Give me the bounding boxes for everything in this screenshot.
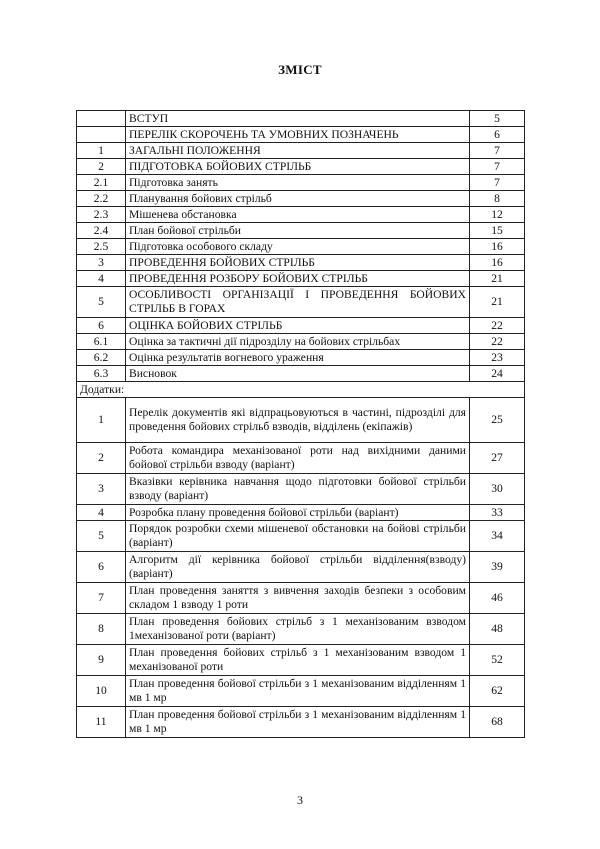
row-page: 62 — [470, 676, 525, 707]
row-page: 5 — [470, 111, 525, 127]
toc-row — [77, 143, 525, 159]
row-title: План бойової стрільби — [126, 223, 470, 239]
row-title: ОСОБЛИВОСТІ ОРГАНІЗАЦІЇ І ПРОВЕДЕННЯ БОЙОВИХ СТРІЛЬБ В ГОРАХ — [126, 287, 470, 318]
row-page: 15 — [470, 223, 525, 239]
row-page: 6 — [470, 127, 525, 143]
row-number: 10 — [77, 676, 126, 707]
row-number: 6 — [77, 318, 126, 334]
toc-row — [77, 159, 525, 175]
row-title: ПЕРЕЛІК СКОРОЧЕНЬ ТА УМОВНИХ ПОЗНАЧЕНЬ — [126, 127, 470, 143]
row-number: 2.4 — [77, 223, 126, 239]
row-number: 1 — [77, 143, 126, 159]
appendix-header-row — [77, 382, 525, 398]
row-page: 24 — [470, 366, 525, 382]
row-number: 4 — [77, 271, 126, 287]
row-number: 2 — [77, 159, 126, 175]
toc-row — [77, 707, 525, 738]
toc-row — [77, 207, 525, 223]
toc-row — [77, 614, 525, 645]
row-title: ЗАГАЛЬНІ ПОЛОЖЕННЯ — [126, 143, 470, 159]
row-title: Алгоритм дії керівника бойової стрільби відділення(взводу) (варіант) — [126, 552, 470, 583]
row-page: 7 — [470, 175, 525, 191]
row-title: План проведення бойових стрільб з 1 механізованим взводом 1 механізованої роти — [126, 645, 470, 676]
row-number: 6.2 — [77, 350, 126, 366]
row-title: Підготовка занять — [126, 175, 470, 191]
toc-row — [77, 127, 525, 143]
row-title: Порядок розробки схеми мішеневої обстановки на бойові стрільби (варіант) — [126, 521, 470, 552]
row-title: Мішенева обстановка — [126, 207, 470, 223]
toc-row — [77, 191, 525, 207]
row-title: Висновок — [126, 366, 470, 382]
row-title: Робота командира механізованої роти над вихідними даними бойової стрільби взводу (варіант) — [126, 443, 470, 474]
toc-row — [77, 474, 525, 505]
row-page: 12 — [470, 207, 525, 223]
row-page: 48 — [470, 614, 525, 645]
row-page: 34 — [470, 521, 525, 552]
toc-row — [77, 334, 525, 350]
row-number: 5 — [77, 521, 126, 552]
row-page: 7 — [470, 143, 525, 159]
row-number: 3 — [77, 255, 126, 271]
row-number: 1 — [77, 398, 126, 443]
toc-row — [77, 676, 525, 707]
row-number: 6 — [77, 552, 126, 583]
toc-row — [77, 175, 525, 191]
row-number: 9 — [77, 645, 126, 676]
row-page: 23 — [470, 350, 525, 366]
toc-row — [77, 521, 525, 552]
row-page: 52 — [470, 645, 525, 676]
page-title: ЗМІСТ — [278, 62, 322, 77]
row-page: 30 — [470, 474, 525, 505]
toc-row — [77, 239, 525, 255]
row-title: Планування бойових стрільб — [126, 191, 470, 207]
row-title: Оцінка за тактичні дії підрозділу на бойових стрільбах — [126, 334, 470, 350]
toc-row — [77, 505, 525, 521]
toc-row — [77, 583, 525, 614]
appendix-label: Додатки: — [77, 382, 525, 398]
row-title: Перелік документів які відпрацьовуються в частині, підрозділі для проведення бойових стрільб взводів, відділень (екіпажів) — [126, 398, 470, 443]
row-page: 8 — [470, 191, 525, 207]
row-page: 21 — [470, 271, 525, 287]
row-page: 21 — [470, 287, 525, 318]
toc-row — [77, 350, 525, 366]
row-page: 22 — [470, 318, 525, 334]
row-number: 5 — [77, 287, 126, 318]
row-page: 68 — [470, 707, 525, 738]
row-number: 2.3 — [77, 207, 126, 223]
row-number: 7 — [77, 583, 126, 614]
row-title: Оцінка результатів вогневого ураження — [126, 350, 470, 366]
toc-row — [77, 255, 525, 271]
row-page: 33 — [470, 505, 525, 521]
row-title: ПРОВЕДЕННЯ РОЗБОРУ БОЙОВИХ СТРІЛЬБ — [126, 271, 470, 287]
toc-row — [77, 271, 525, 287]
table-of-contents — [76, 110, 525, 738]
toc-row — [77, 111, 525, 127]
row-title: Підготовка особового складу — [126, 239, 470, 255]
row-title: Вказівки керівника навчання щодо підготовки бойової стрільби взводу (варіант) — [126, 474, 470, 505]
row-number: 2.1 — [77, 175, 126, 191]
row-number: 4 — [77, 505, 126, 521]
row-title: Розробка плану проведення бойової стрільби (варіант) — [126, 505, 470, 521]
toc-row — [77, 366, 525, 382]
row-title: ВСТУП — [126, 111, 470, 127]
row-number: 11 — [77, 707, 126, 738]
row-title: План проведення бойової стрільби з 1 механізованим відділенням 1 мв 1 мр — [126, 707, 470, 738]
row-title: План проведення бойової стрільби з 1 механізованим відділенням 1 мв 1 мр — [126, 676, 470, 707]
toc-row — [77, 398, 525, 443]
row-number: 8 — [77, 614, 126, 645]
row-number — [77, 127, 126, 143]
row-page: 27 — [470, 443, 525, 474]
row-page: 25 — [470, 398, 525, 443]
row-number: 6.1 — [77, 334, 126, 350]
row-title: ПІДГОТОВКА БОЙОВИХ СТРІЛЬБ — [126, 159, 470, 175]
row-title: ПРОВЕДЕННЯ БОЙОВИХ СТРІЛЬБ — [126, 255, 470, 271]
row-page: 7 — [470, 159, 525, 175]
page-number: 3 — [297, 793, 303, 807]
toc-row — [77, 552, 525, 583]
row-page: 16 — [470, 239, 525, 255]
toc-row — [77, 223, 525, 239]
row-number: 6.3 — [77, 366, 126, 382]
row-page: 39 — [470, 552, 525, 583]
row-page: 46 — [470, 583, 525, 614]
toc-row — [77, 645, 525, 676]
row-page: 16 — [470, 255, 525, 271]
toc-row — [77, 443, 525, 474]
row-number — [77, 111, 126, 127]
row-page: 22 — [470, 334, 525, 350]
row-number: 2.5 — [77, 239, 126, 255]
row-number: 3 — [77, 474, 126, 505]
row-number: 2 — [77, 443, 126, 474]
row-number: 2.2 — [77, 191, 126, 207]
toc-row — [77, 287, 525, 318]
row-title: План проведення бойових стрільб з 1 механізованим взводом 1механізованої роти (варіант) — [126, 614, 470, 645]
row-title: План проведення заняття з вивчення заходів безпеки з особовим складом 1 взводу 1 роти — [126, 583, 470, 614]
toc-row — [77, 318, 525, 334]
row-title: ОЦІНКА БОЙОВИХ СТРІЛЬБ — [126, 318, 470, 334]
